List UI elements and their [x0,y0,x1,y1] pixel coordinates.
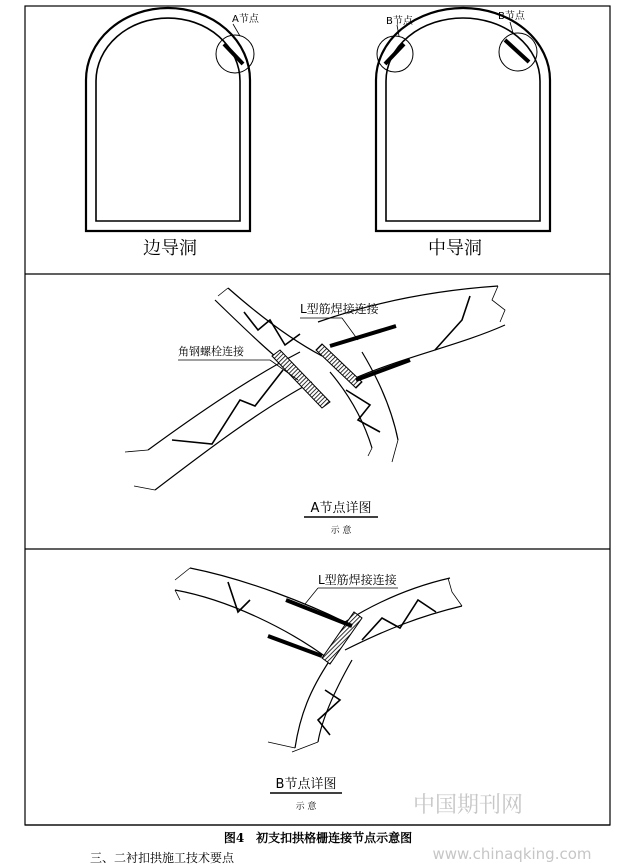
truncated-body-text: 三、二衬扣拱施工技术要点 [90,851,235,865]
middle-tunnel-section [376,8,550,231]
node-b-detail-title: B节点详图 [275,777,337,792]
figure-caption: 图4 初支扣拱格栅连接节点示意图 [223,831,413,845]
node-b-weld-label: L型筋焊接连接 [318,573,397,587]
node-a-bolt-label: 角钢螺栓连接 [178,345,244,358]
side-tunnel-section [86,8,254,231]
node-a-detail-sub: 示 意 [330,526,352,536]
node-a-detail-title: A节点详图 [310,501,372,516]
figure-frame [25,6,610,825]
middle-tunnel-title: 中导洞 [428,238,482,259]
watermark-logo-text: 中国期刊网 [412,793,524,818]
watermark-url: www.chinaqking.com [432,845,592,863]
side-tunnel-title: 边导洞 [143,238,197,259]
node-b-right-label: B节点 [498,11,525,22]
node-b-detail-drawing [175,568,462,752]
node-b-plate [322,612,362,664]
node-b-detail-sub: 示 意 [295,802,317,812]
node-a-weld-label: L型筋焊接连接 [300,302,379,316]
node-a-label: A节点 [232,14,259,25]
node-b-left-label: B节点 [386,16,413,27]
